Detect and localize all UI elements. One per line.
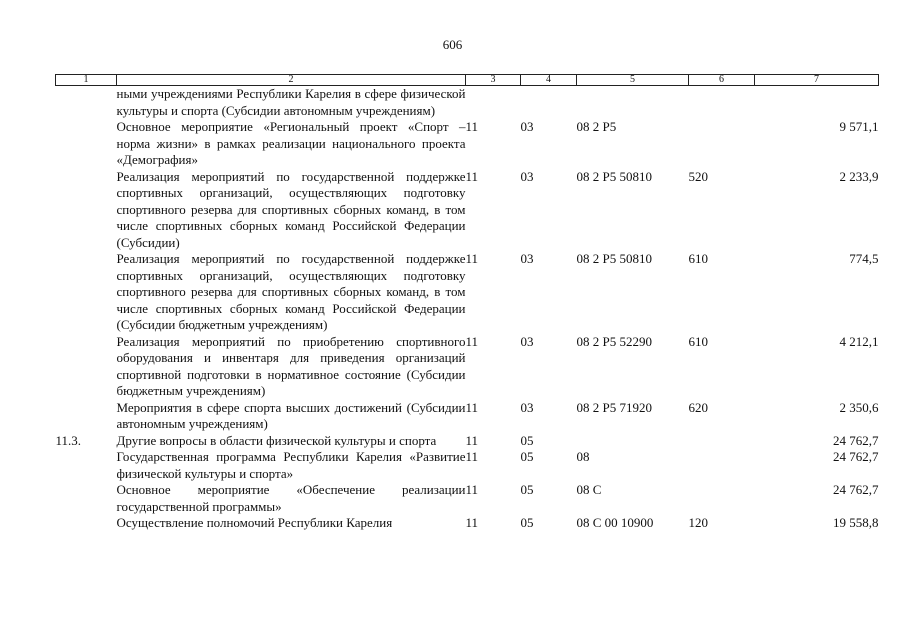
table-row xyxy=(56,334,879,400)
row-name: Реализация мероприятий по государственной поддержке спортивных организаций, осуществляющих подготовку спортивного резерва для спортивных сборных команд, в том числе спортивных сборных команд Российской Федерации (Субсидии) xyxy=(116,168,466,250)
row-amount: 4 212,1 xyxy=(839,333,879,349)
column-header-7: 7 xyxy=(755,75,879,86)
row-expense-type xyxy=(689,482,755,515)
row-expense-type: 610 xyxy=(688,333,708,349)
row-number xyxy=(56,400,117,433)
row-subsection: 05 xyxy=(520,449,534,464)
table-row xyxy=(56,86,879,120)
row-section: 11 xyxy=(465,168,479,184)
row-amount: 24 762,7 xyxy=(833,449,879,464)
column-header-2: 2 xyxy=(117,75,466,86)
row-expense-type: 120 xyxy=(688,515,708,530)
row-name: Реализация мероприятий по государственной поддержке спортивных организаций, осуществляющих подготовку спортивного резерва для спортивных сборных команд, в том числе спортивных сборных команд Российской Федерации (Субсидии бюджетным учреждениям) xyxy=(116,251,466,332)
row-subsection: 05 xyxy=(520,515,534,530)
column-header-4: 4 xyxy=(521,75,577,86)
row-subsection: 03 xyxy=(520,399,534,415)
row-number xyxy=(56,482,117,515)
row-expense-type: 610 xyxy=(688,251,708,266)
row-name: ными учреждениями Республики Карелия в сфере физической культуры и спорта (Субсидии автономным учреждениям) xyxy=(116,86,466,118)
row-section: 11 xyxy=(465,515,479,530)
row-section: 11 xyxy=(465,432,479,448)
row-amount: 24 762,7 xyxy=(833,482,879,497)
row-amount: 2 350,6 xyxy=(839,399,879,415)
row-target-article: 08 С xyxy=(576,482,602,497)
row-amount xyxy=(755,86,879,120)
row-number xyxy=(56,515,117,532)
row-number: 11.3. xyxy=(55,432,82,448)
table-row xyxy=(56,449,879,482)
row-section xyxy=(466,86,521,120)
row-amount: 2 233,9 xyxy=(839,168,879,184)
table-row xyxy=(56,169,879,252)
page-number: 606 xyxy=(442,37,463,52)
row-amount: 19 558,8 xyxy=(833,515,879,530)
row-number xyxy=(56,334,117,400)
row-subsection: 03 xyxy=(520,168,534,184)
table-row xyxy=(56,433,879,450)
row-number xyxy=(56,119,117,169)
budget-table xyxy=(55,74,879,532)
row-number xyxy=(56,169,117,252)
row-target-article: 08 xyxy=(576,449,590,464)
row-section: 11 xyxy=(465,251,479,266)
row-target-article: 08 2 Р5 52290 xyxy=(576,333,652,349)
row-name: Основное мероприятие «Региональный проект «Спорт – норма жизни» в рамках реализации национального проекта «Демография» xyxy=(116,119,466,167)
table-row xyxy=(56,482,879,515)
row-target-article: 08 2 Р5 xyxy=(576,119,617,134)
table-row xyxy=(56,515,879,532)
table-row xyxy=(56,251,879,334)
column-header-5: 5 xyxy=(577,75,689,86)
column-header-3: 3 xyxy=(466,75,521,86)
row-expense-type: 620 xyxy=(688,399,708,415)
table-row xyxy=(56,119,879,169)
row-number xyxy=(56,449,117,482)
row-section: 11 xyxy=(465,333,479,349)
row-number xyxy=(56,86,117,120)
row-expense-type xyxy=(689,449,755,482)
row-expense-type xyxy=(689,433,755,450)
row-expense-type xyxy=(689,86,755,120)
row-target-article: 08 2 Р5 71920 xyxy=(576,399,652,415)
column-number-header xyxy=(56,75,879,86)
row-target-article: 08 2 Р5 50810 xyxy=(576,251,652,266)
row-subsection: 03 xyxy=(520,119,534,134)
row-number xyxy=(56,251,117,334)
row-target-article: 08 2 Р5 50810 xyxy=(576,168,652,184)
row-expense-type xyxy=(689,119,755,169)
column-header-1: 1 xyxy=(56,75,117,86)
column-header-6: 6 xyxy=(689,75,755,86)
row-subsection: 05 xyxy=(520,482,534,497)
row-subsection: 05 xyxy=(520,432,534,448)
row-target-article: 08 С 00 10900 xyxy=(576,515,654,530)
row-name: Осуществление полномочий Республики Карелия xyxy=(116,515,393,530)
row-name: Государственная программа Республики Карелия «Развитие физической культуры и спорта» xyxy=(116,449,466,481)
row-target-article xyxy=(577,86,689,120)
row-section: 11 xyxy=(465,119,479,134)
row-subsection: 03 xyxy=(520,251,534,266)
row-section: 11 xyxy=(465,449,479,464)
row-subsection: 03 xyxy=(520,333,534,349)
row-name: Другие вопросы в области физической культуры и спорта xyxy=(116,432,437,448)
row-section: 11 xyxy=(465,482,479,497)
row-section: 11 xyxy=(465,399,479,415)
row-target-article xyxy=(577,433,689,450)
row-name: Реализация мероприятий по приобретению спортивного оборудования и инвентаря для приведения организаций спортивной подготовки в нормативное состояние (Субсидии бюджетным учреждениям) xyxy=(116,333,466,398)
row-amount: 24 762,7 xyxy=(833,432,879,448)
row-subsection xyxy=(521,86,577,120)
table-row xyxy=(56,400,879,433)
row-expense-type: 520 xyxy=(688,168,708,184)
row-amount: 9 571,1 xyxy=(839,119,879,134)
row-name: Мероприятия в сфере спорта высших достижений (Субсидии автономным учреждениям) xyxy=(116,399,466,431)
row-name: Основное мероприятие «Обеспечение реализации государственной программы» xyxy=(116,482,466,514)
row-amount: 774,5 xyxy=(849,251,879,266)
